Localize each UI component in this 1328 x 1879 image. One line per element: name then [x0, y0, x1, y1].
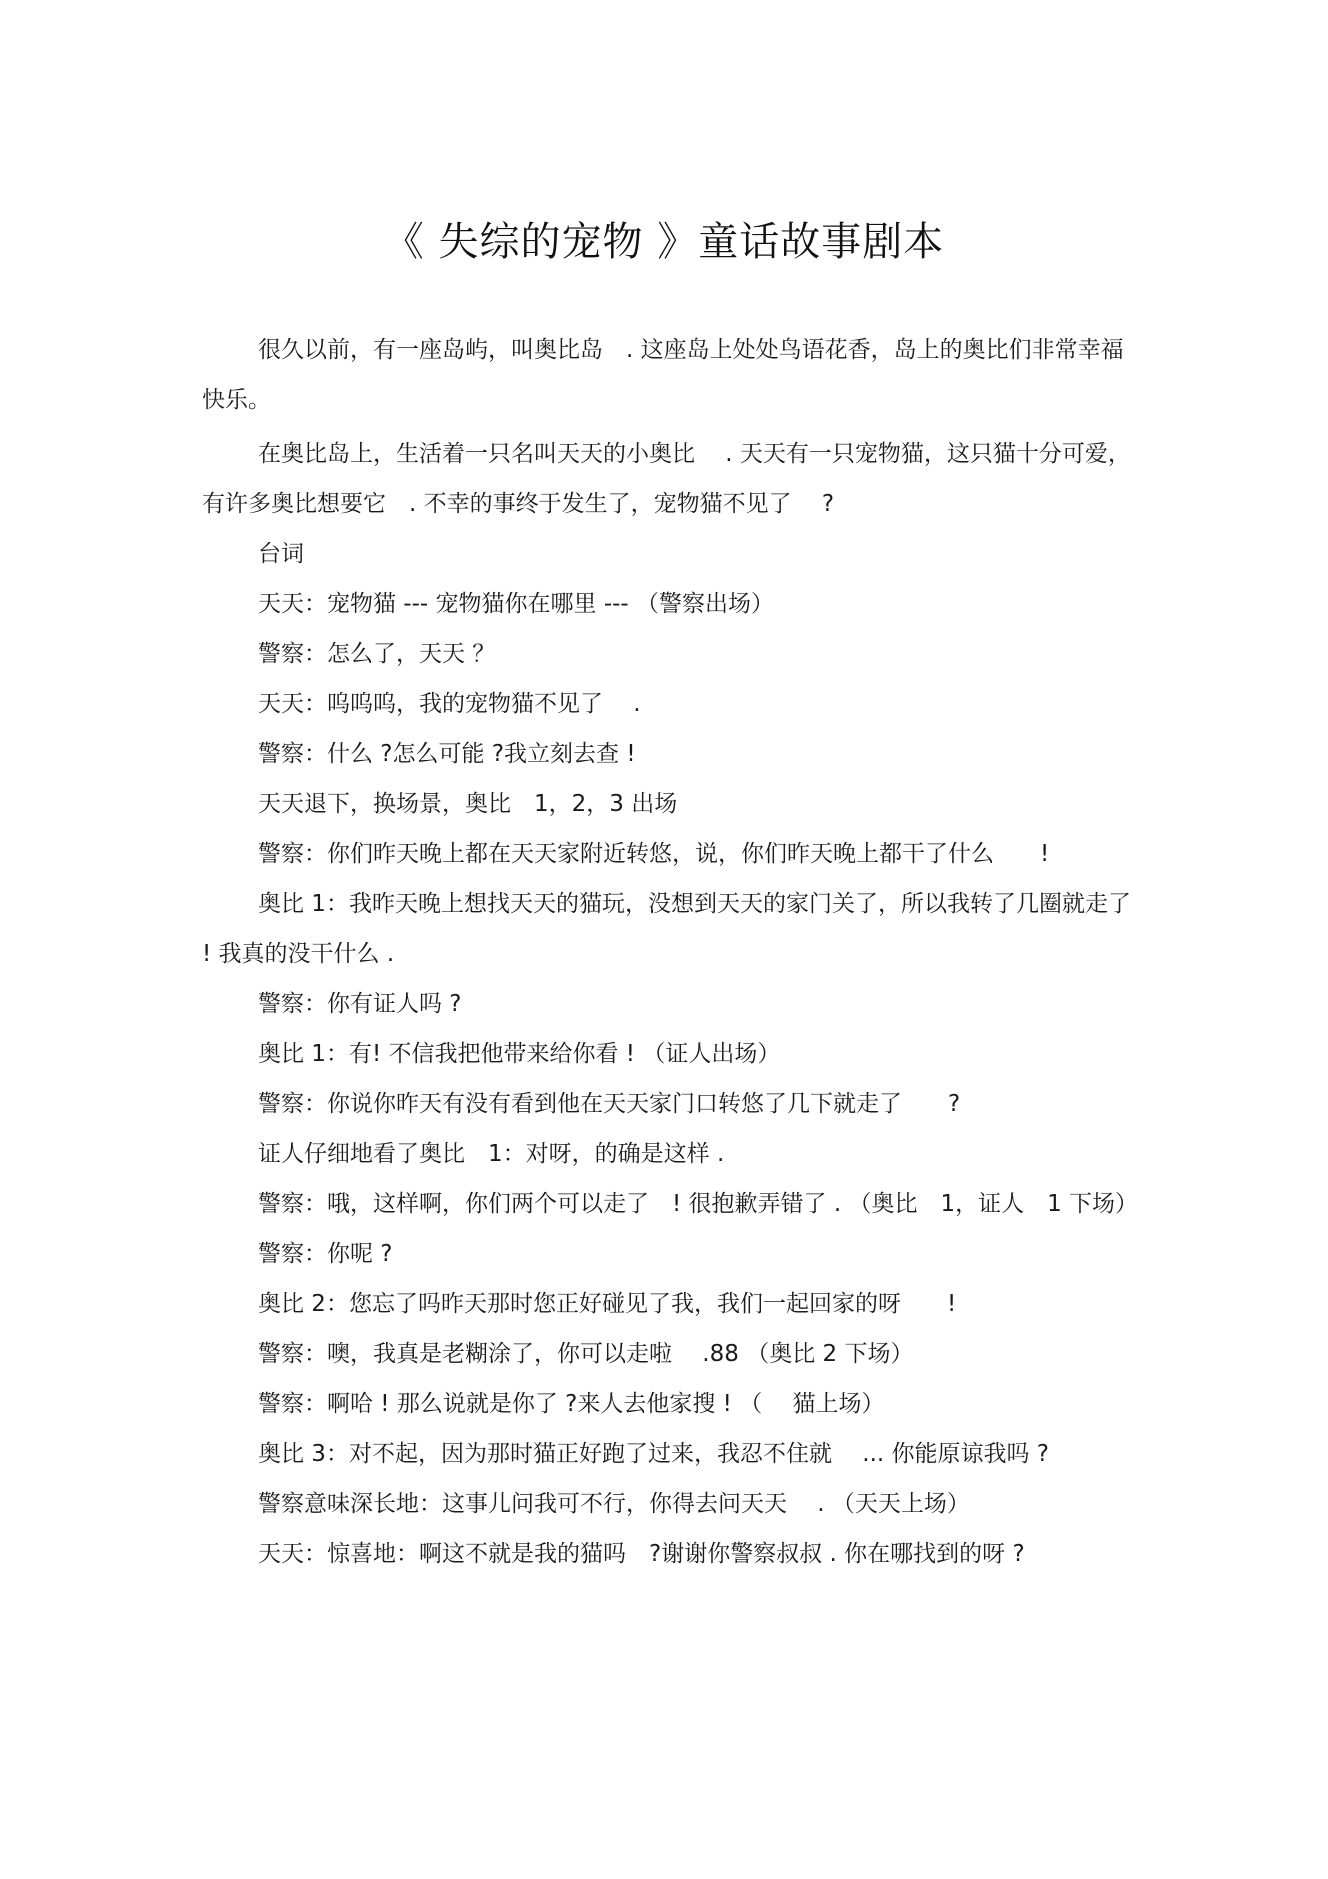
script-line: 台词	[258, 541, 304, 567]
script-line: 警察意味深长地：这事儿问我可不行，你得去问天天 . （天天上场）	[258, 1491, 970, 1517]
script-paragraph: 警察：哦，这样啊，你们两个可以走了 ! 很抱歉弄错了 . （奥比 1，证人 1 下场）	[258, 1191, 1139, 1217]
script-paragraph: 奥比 1：我昨天晚上想找天天的猫玩，没想到天天的家门关了，所以我转了几圈就走了 ! 我真的没干什么 .	[202, 891, 1131, 967]
script-line: 警察：你说你昨天有没有看到他在天天家门口转悠了几下就走了 ?	[258, 1091, 961, 1117]
script-line: 天天：惊喜地：啊这不就是我的猫吗 ?谢谢你警察叔叔 . 你在哪找到的呀 ?	[258, 1541, 1025, 1567]
script-line: 证人仔细地看了奥比 1：对呀，的确是这样 .	[258, 1141, 725, 1167]
script-line: 警察：怎么了，天天 ？	[258, 641, 496, 667]
script-line: 警察：你呢 ?	[258, 1241, 393, 1267]
script-line: 奥比 2：您忘了吗昨天那时您正好碰见了我，我们一起回家的呀 !	[258, 1291, 957, 1317]
intro-paragraph-2: 在奥比岛上，生活着一只名叫天天的小奥比 . 天天有一只宠物猫，这只猫十分可爱，有许多奥比想要它 . 不幸的事终于发生了，宠物猫不见了 ?	[202, 441, 1131, 517]
script-line: 警察：啊哈 ! 那么说就是你了 ?来人去他家搜 ! （ 猫上场）	[258, 1391, 885, 1417]
script-line: 天天：呜呜呜，我的宠物猫不见了 .	[258, 691, 641, 717]
script-line: 天天：宠物猫 --- 宠物猫你在哪里 --- （警察出场）	[258, 591, 775, 617]
script-line: 警察：你们昨天晚上都在天天家附近转悠，说，你们昨天晚上都干了什么 !	[258, 841, 1050, 867]
script-line: 警察：什么 ?怎么可能 ?我立刻去查 !	[258, 741, 636, 767]
script-line: 警察：你有证人吗 ?	[258, 991, 462, 1017]
script-line: 奥比 3：对不起，因为那时猫正好跑了过来，我忍不住就 ... 你能原谅我吗 ?	[258, 1441, 1050, 1467]
script-line: 天天退下，换场景，奥比 1，2，3 出场	[258, 791, 678, 817]
script-body	[202, 325, 1142, 1579]
intro-paragraph-1: 很久以前，有一座岛屿，叫奥比岛 . 这座岛上处处鸟语花香，岛上的奥比们非常幸福快乐。	[202, 337, 1124, 413]
script-line: 警察：噢，我真是老糊涂了，你可以走啦 .88 （奥比 2 下场）	[258, 1341, 914, 1367]
page-title: 《 失综的宠物 》童话故事剧本	[383, 219, 945, 265]
script-line: 奥比 1：有! 不信我把他带来给你看 ! （证人出场）	[258, 1041, 781, 1067]
